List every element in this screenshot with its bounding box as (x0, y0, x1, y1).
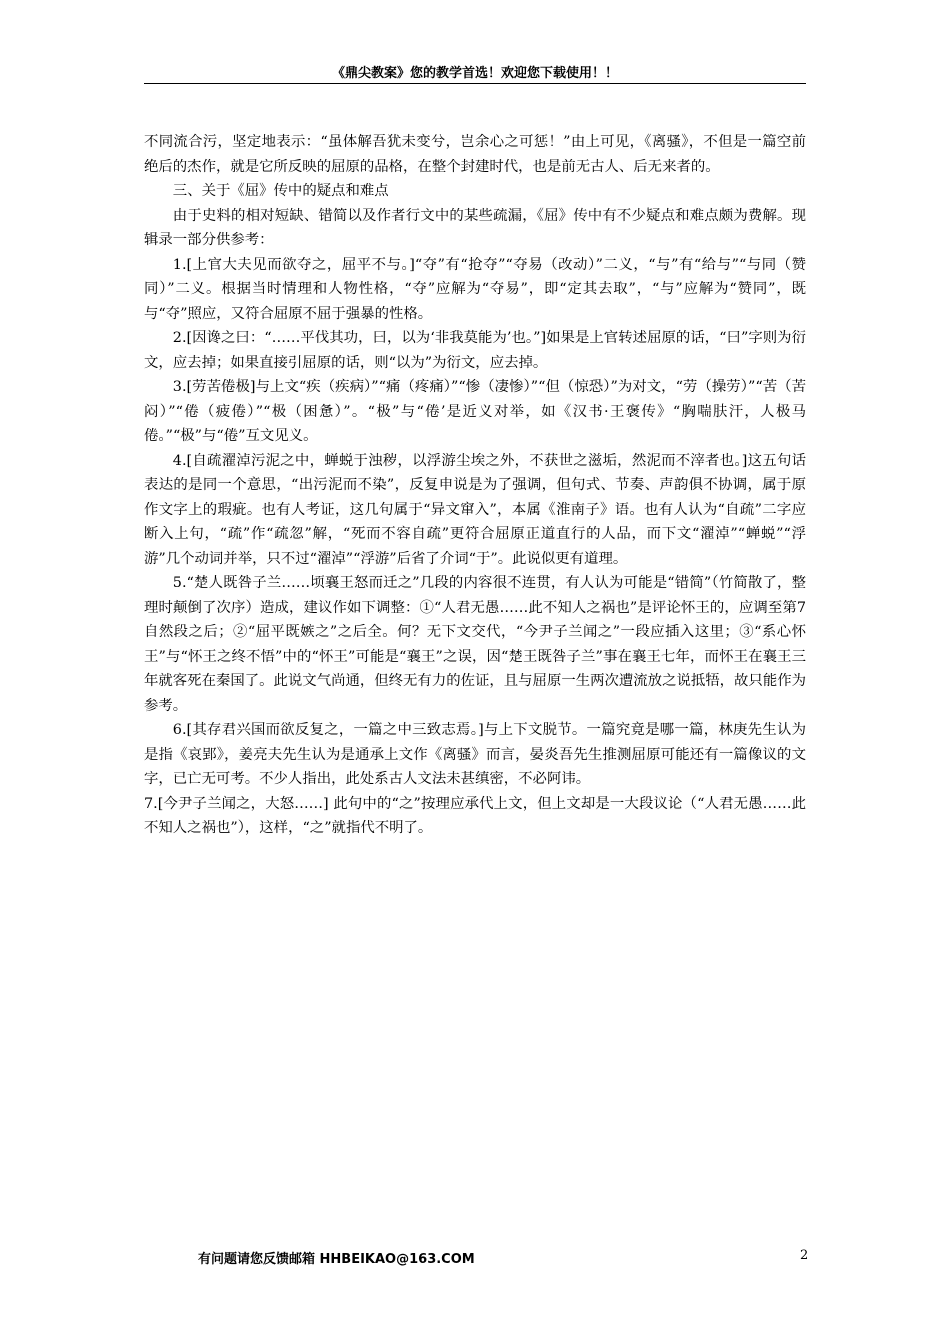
document-body (144, 130, 806, 841)
header-divider (144, 83, 806, 84)
section-heading: 三、关于《屈》传中的疑点和难点 (172, 183, 389, 199)
paragraph-item-6: 6.[其存君兴国而欲反复之，一篇之中三致志焉。]与上下文脱节。一篇究竟是哪一篇，林庚先生认为是指《哀郢》，姜亮夫先生认为是通承上文作《离骚》而言，晏炎吾先生推测屈原可能还有一篇像议的文字，已亡无可考。不少人指出，此处系古人文法未甚缜密，不必阿讳。 (144, 722, 806, 787)
page-number: 2 (800, 1248, 809, 1263)
paragraph-item-4: 4.[自疏濯淖污泥之中，蝉蜕于浊秽，以浮游尘埃之外，不获世之滋垢，然泥而不滓者也。]这五句话表达的是同一个意思，“出污泥而不染”，反复申说是为了强调，但句式、节奏、声韵俱不协调，属于原作文字上的瑕疵。也有人考证，这几句属于“异文窜入”，本属《淮南子》语。也有人认为“自疏”二字应断入上句，“疏”作“疏忽”解，“死而不容自疏”更符合屈原正道直行的人品，而下文“濯淖”“蝉蜕”“浮游”几个动词并举，只不过“濯淖”“浮游”后省了介词“于”。此说似更有道理。 (144, 452, 806, 567)
paragraph-item-1: 1.[上官大夫见而欲夺之，屈平不与。]“夺”有“抢夺”“夺易（改动）”二义，“与”有“给与”“与同（赞同）”二义。根据当时情理和人物性格，“夺”应解为“夺易”，即“定其去取”，“与”应解为“赞同”，既与“夺”照应，又符合屈原不屈于强暴的性格。 (144, 256, 806, 322)
paragraph-item-3: 3.[劳苦倦极]与上文“疾（疾病）”“痛（疼痛）”“惨（凄惨）”“但（惊恐）”为对文，“劳（操劳）”“苦（苦闷）”“倦（疲倦）”“极（困惫）”。“极”与“倦’是近义对举，如《汉书·王褒传》“胸喘肤汗，人极马倦。”“极”与“倦”互文见义。 (144, 379, 806, 444)
paragraph-item-5: 5.“楚人既咎子兰……顷襄王怒而迁之”几段的内容很不连贯，有人认为可能是“错简”（竹简散了，整理时颠倒了次序）造成，建议作如下调整：①“人君无愚……此不知人之祸也”是评论怀王的，应调至第7自然段之后；②“屈平既嫉之”之后全。何？无下文交代，“今尹子兰闻之”一段应插入这里；③“系心怀王”与“怀王之终不悟”中的“怀王”可能是“襄王”之误，因“楚王既咎子兰”事在襄王七年，而怀王在襄王三年就客死在秦国了。此说文气尚通，但终无有力的佐证，且与屈原一生两次遭流放之说抵牾，故只能作为参考。 (144, 575, 806, 714)
footer-contact: 有问题请您反馈邮箱 HHBEIKAO@163.COM (198, 1252, 475, 1267)
paragraph-item-7: 7.[今尹子兰闻之，大怒……] 此句中的“之”按理应承代上文，但上文却是一大段议论（“人君无愚……此不知人之祸也”），这样，“之”就指代不明了。 (144, 795, 806, 836)
paragraph-item-2: 2.[因谗之曰：“……平伐其功，曰，以为‘非我莫能为’也。”]如果是上官转述屈原的话，“曰”字则为衍文，应去掉；如果直接引屈原的话，则“以为”为衍文，应去掉。 (144, 330, 806, 371)
page-header-title: 《鼎尖教案》您的教学首选！欢迎您下载使用！！ (331, 66, 618, 81)
paragraph-intro: 由于史料的相对短缺、错简以及作者行文中的某些疏漏，《屈》传中有不少疑点和难点颇为费解。现辑录一部分供参考： (144, 207, 806, 248)
paragraph-continuation: 不同流合污，坚定地表示：“虽体解吾犹未变兮，岂余心之可惩！”由上可见，《离骚》，不但是一篇空前绝后的杰作，就是它所反映的屈原的品格，在整个封建时代，也是前无古人、后无来者的。 (144, 134, 806, 175)
